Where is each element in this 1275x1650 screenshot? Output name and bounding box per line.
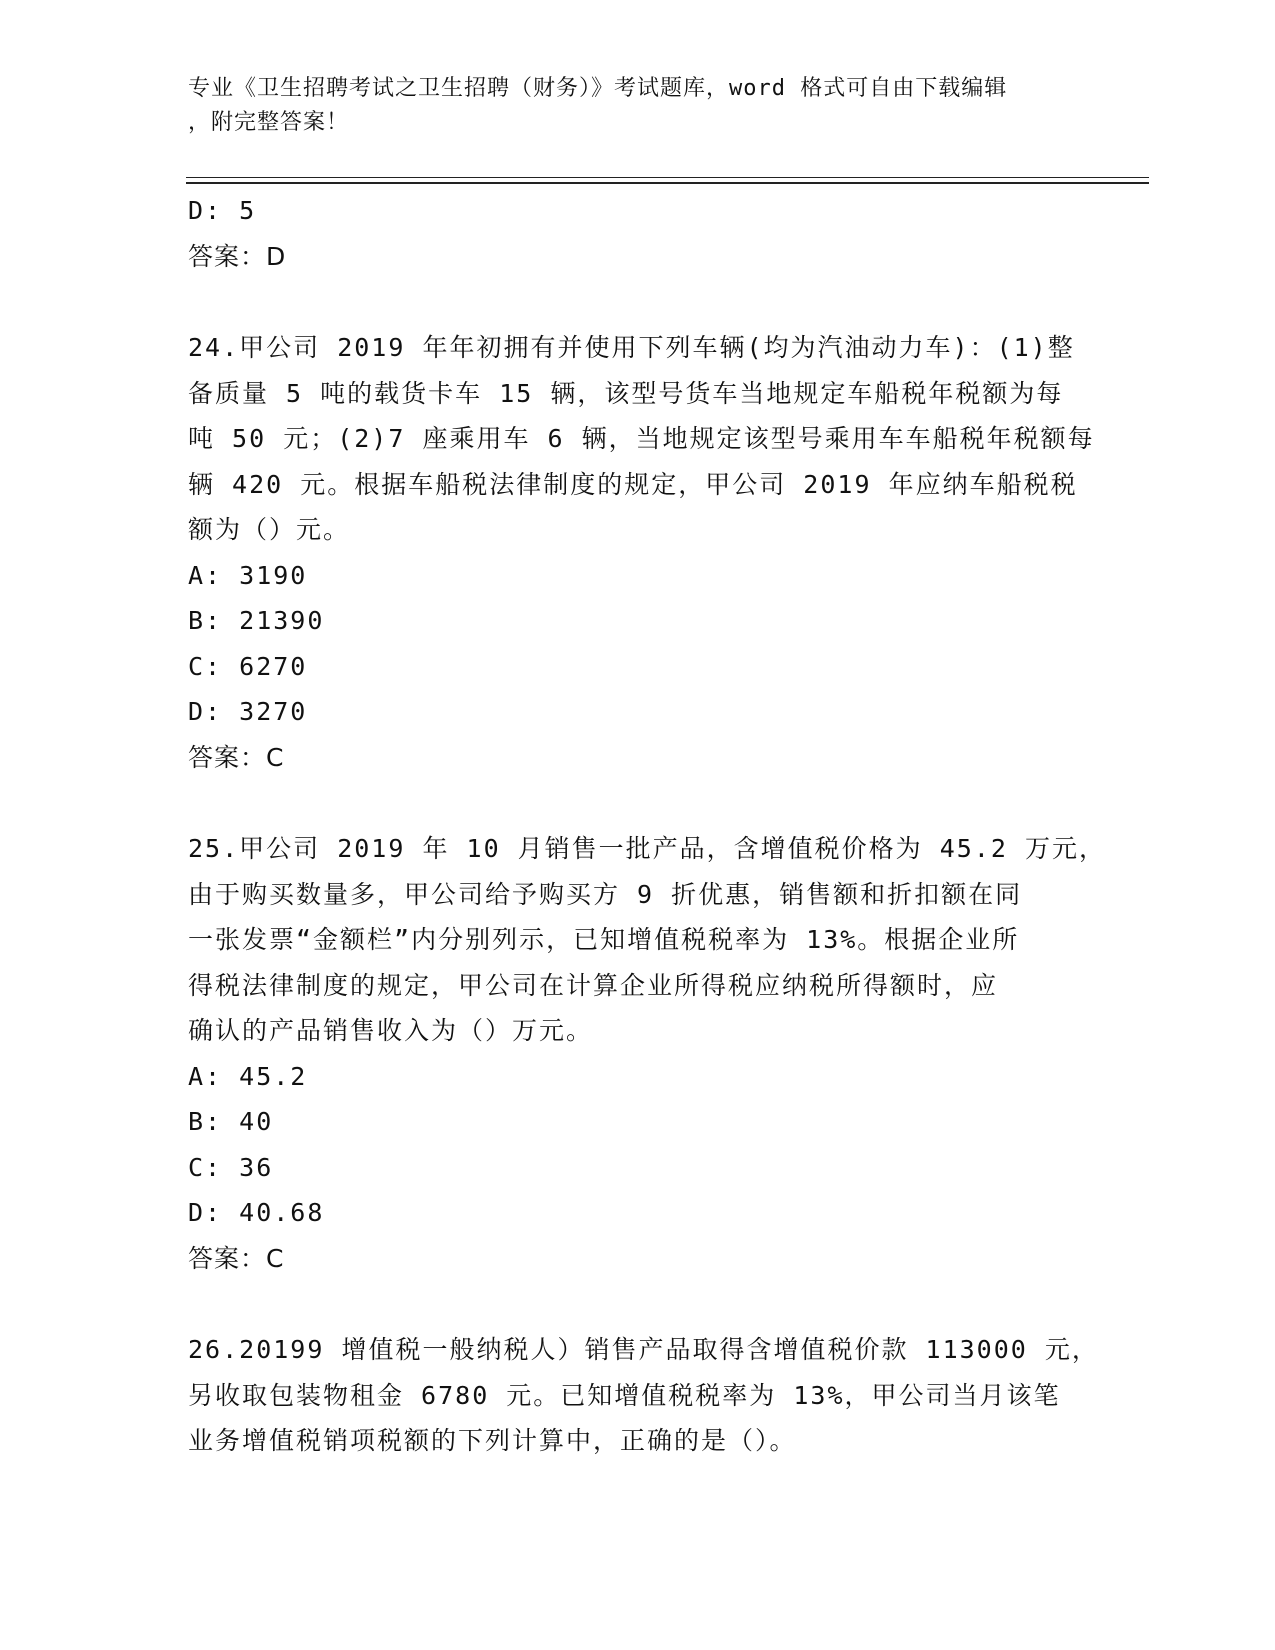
prev-question: [188, 188, 1088, 279]
answer-line: 答案：C: [188, 1243, 285, 1273]
question-line: 额为（）元。: [188, 515, 351, 544]
header-rule-thick: [186, 182, 1149, 184]
question-line: 辆 420 元。根据车船税法律制度的规定，甲公司 2019 年应纳车船税税: [188, 469, 1078, 499]
question-line: 得税法律制度的规定，甲公司在计算企业所得税应纳税所得额时，应: [188, 970, 999, 1000]
header-line-2: ，附完整答案！: [188, 110, 350, 135]
option-b: B: 21390: [188, 606, 325, 635]
option-c: C: 36: [188, 1152, 274, 1182]
question-line: 确认的产品销售收入为（）万元。: [188, 1016, 594, 1045]
question-line: 吨 50 元；(2)7 座乘用车 6 辆，当地规定该型号乘用车车船税年税额每: [188, 424, 1095, 453]
header-rule-thin: [186, 177, 1149, 178]
question-text: [188, 325, 1095, 553]
spacer: [188, 279, 1088, 325]
question-line: 一张发票“金额栏”内分别列示，已知增值税税率为 13%。根据企业所: [188, 925, 1020, 954]
question-line: 业务增值税销项税额的下列计算中，正确的是（）。: [188, 1426, 797, 1455]
question-line: 24.甲公司 2019 年年初拥有并使用下列车辆(均为汽油动力车)：(1)整: [188, 333, 1075, 362]
question-line: 25.甲公司 2019 年 10 月销售一批产品，含增值税价格为 45.2 万元，: [188, 834, 1106, 863]
option-c: C: 6270: [188, 651, 308, 681]
question-text: [188, 826, 1106, 1054]
question-line: 备质量 5 吨的载货卡车 15 辆，该型号货车当地规定车船税年税额为每: [188, 378, 1064, 408]
option-d: D: 5: [188, 196, 257, 225]
option-b: B: 40: [188, 1107, 274, 1136]
document-header: [188, 72, 1068, 140]
option-a: A: 3190: [188, 560, 308, 590]
option-a: A: 45.2: [188, 1061, 308, 1091]
spacer: [188, 780, 1088, 826]
answer-line: 答案：D: [188, 241, 287, 271]
question-25: [188, 826, 1106, 1281]
question-24: [188, 325, 1095, 780]
question-line: 另收取包装物租金 6780 元。已知增值税税率为 13%，甲公司当月该笔: [188, 1380, 1061, 1410]
question-26: [188, 1327, 1099, 1464]
document-body: [188, 188, 1106, 1464]
question-text: [188, 1327, 1099, 1464]
answer-line: 答案：C: [188, 742, 285, 772]
question-line: 26.20199 增值税一般纳税人）销售产品取得含增值税价款 113000 元，: [188, 1335, 1099, 1364]
header-line-1: 专业《卫生招聘考试之卫生招聘（财务）》考试题库，word 格式可自由下载编辑: [188, 76, 1008, 101]
question-line: 由于购买数量多，甲公司给予购买方 9 折优惠，销售额和折扣额在同: [188, 879, 1023, 909]
option-d: D: 3270: [188, 697, 308, 726]
spacer: [188, 1281, 1088, 1327]
option-d: D: 40.68: [188, 1198, 325, 1227]
